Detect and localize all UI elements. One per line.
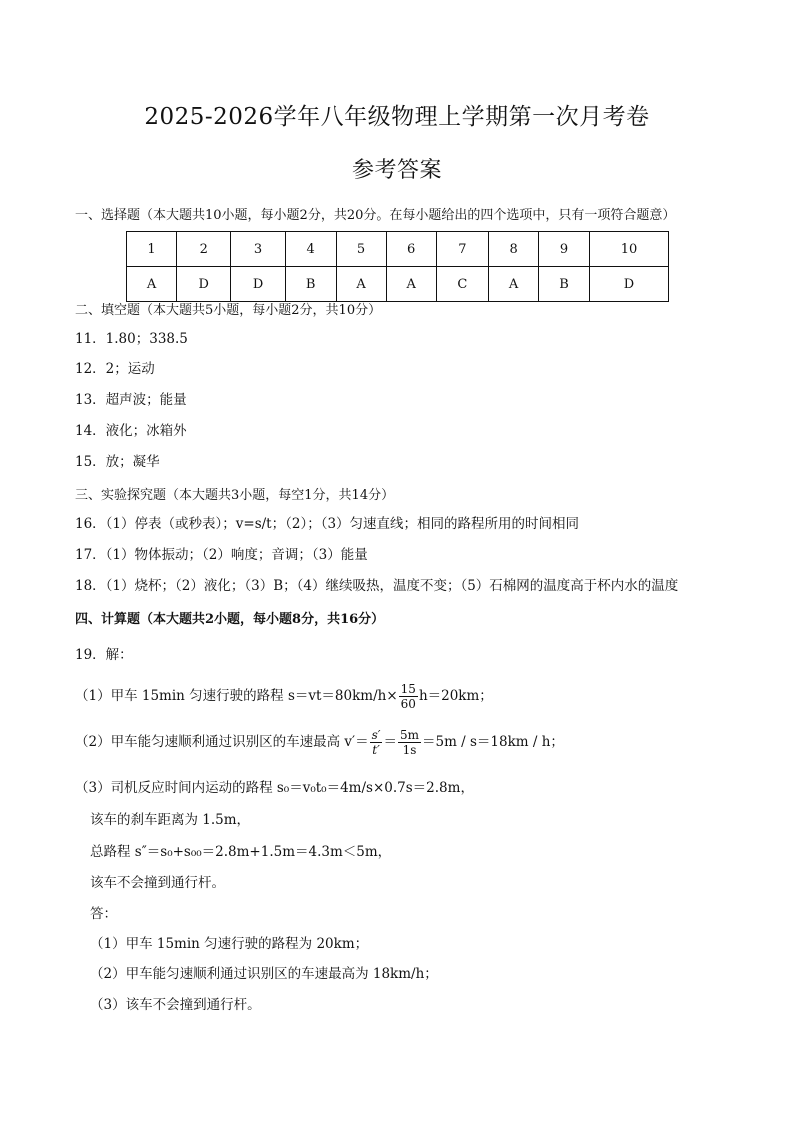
- answer-cell: A: [127, 267, 177, 302]
- solution-part1-text: （1）甲车 15min 匀速行驶的路程 s＝vt＝80km/h×: [75, 688, 398, 704]
- question-number: 7: [436, 232, 488, 267]
- fill-answer-12: 12．2；运动: [75, 361, 155, 377]
- section4-heading: 四、计算题（本大题共2小题，每小题8分，共16分）: [75, 612, 385, 627]
- solution-part2: [75, 722, 564, 762]
- solution-part3-total: 总路程 s″＝s₀+s₀₀＝2.8m+1.5m＝4.3m＜5m，: [90, 844, 392, 860]
- final-answer-3: （3）该车不会撞到通行杆。: [90, 997, 261, 1013]
- solution-part3: （3）司机反应时间内运动的路程 s₀＝v₀t₀＝4m/s×0.7s＝2.8m，: [75, 780, 474, 796]
- question-number: 8: [489, 232, 539, 267]
- question-number: 4: [285, 232, 336, 267]
- question-number: 1: [127, 232, 177, 267]
- answer-cell: D: [589, 267, 668, 302]
- page-subtitle: 参考答案: [351, 158, 442, 183]
- q19-label: 19．解：: [75, 647, 133, 663]
- answer-cell: D: [177, 267, 231, 302]
- solution-part3-conclusion: 该车不会撞到通行杆。: [90, 875, 225, 891]
- experiment-answer-18: 18．（1）烧杯；（2）液化；（3）B；（4）继续吸热，温度不变；（5）石棉网的温度高于杯内水的温度: [75, 578, 679, 594]
- answer-cell: D: [231, 267, 285, 302]
- question-number: 9: [539, 232, 590, 267]
- final-answer-2: （2）甲车能匀速顺利通过识别区的车速最高为 18km/h；: [90, 966, 438, 982]
- answer-cell: C: [436, 267, 488, 302]
- question-number: 5: [336, 232, 386, 267]
- answer-cell: A: [489, 267, 539, 302]
- solution-part3-braking: 该车的刹车距离为 1.5m，: [90, 812, 251, 828]
- fill-answer-15: 15．放；凝华: [75, 454, 160, 470]
- answer-table: [126, 231, 669, 302]
- page-title: 2025-2026学年八年级物理上学期第一次月考卷: [144, 104, 650, 130]
- answer-label: 答：: [90, 906, 117, 922]
- fraction-denominator: 60: [400, 696, 416, 711]
- fraction-numerator: 15: [400, 681, 416, 696]
- solution-part2-text: （2）甲车能匀速顺利通过识别区的车速最高 v′＝: [75, 734, 369, 750]
- section3-heading: 三、实验探究题（本大题共3小题，每空1分，共14分）: [75, 488, 395, 503]
- question-number: 10: [589, 232, 668, 267]
- answer-cell: B: [539, 267, 590, 302]
- fill-answer-14: 14．液化；冰箱外: [75, 423, 187, 439]
- section1-heading: 一、选择题（本大题共10小题，每小题2分，共20分。在每小题给出的四个选项中，只有一项符合题意）: [75, 208, 676, 223]
- solution-part1-result: h＝20km；: [418, 688, 493, 704]
- question-number: 6: [386, 232, 436, 267]
- fraction-denominator: t′: [372, 742, 380, 757]
- answer-cell: A: [336, 267, 386, 302]
- experiment-answer-17: 17．（1）物体振动；（2）响度；音调；（3）能量: [75, 547, 368, 563]
- answer-table-number-row: [127, 232, 669, 267]
- fraction-denominator: 1s: [402, 742, 417, 757]
- final-answer-1: （1）甲车 15min 匀速行驶的路程为 20km；: [90, 936, 369, 952]
- answer-cell: B: [285, 267, 336, 302]
- question-number: 2: [177, 232, 231, 267]
- fill-answer-11: 11．1.80；338.5: [75, 331, 188, 347]
- experiment-answer-16: 16．（1）停表（或秒表）；v=s/t；（2）；（3）匀速直线；相同的路程所用的时间相同: [75, 516, 580, 532]
- fill-answer-13: 13．超声波；能量: [75, 392, 187, 408]
- section2-heading: 二、填空题（本大题共5小题，每小题2分，共10分）: [75, 303, 382, 318]
- answer-table-answer-row: [127, 267, 669, 302]
- fraction-s-over-t: [370, 728, 383, 757]
- solution-part2-result: ＝5m / s＝18km / h；: [421, 734, 564, 750]
- fraction-numerator: 5m: [399, 727, 419, 742]
- equals-sign: ＝: [383, 734, 397, 750]
- fraction-numerator: s′: [371, 727, 381, 742]
- answer-cell: A: [386, 267, 436, 302]
- fraction-5m-1s: [398, 728, 421, 757]
- fraction-15-60: [399, 682, 418, 711]
- solution-part1: [75, 676, 493, 716]
- question-number: 3: [231, 232, 285, 267]
